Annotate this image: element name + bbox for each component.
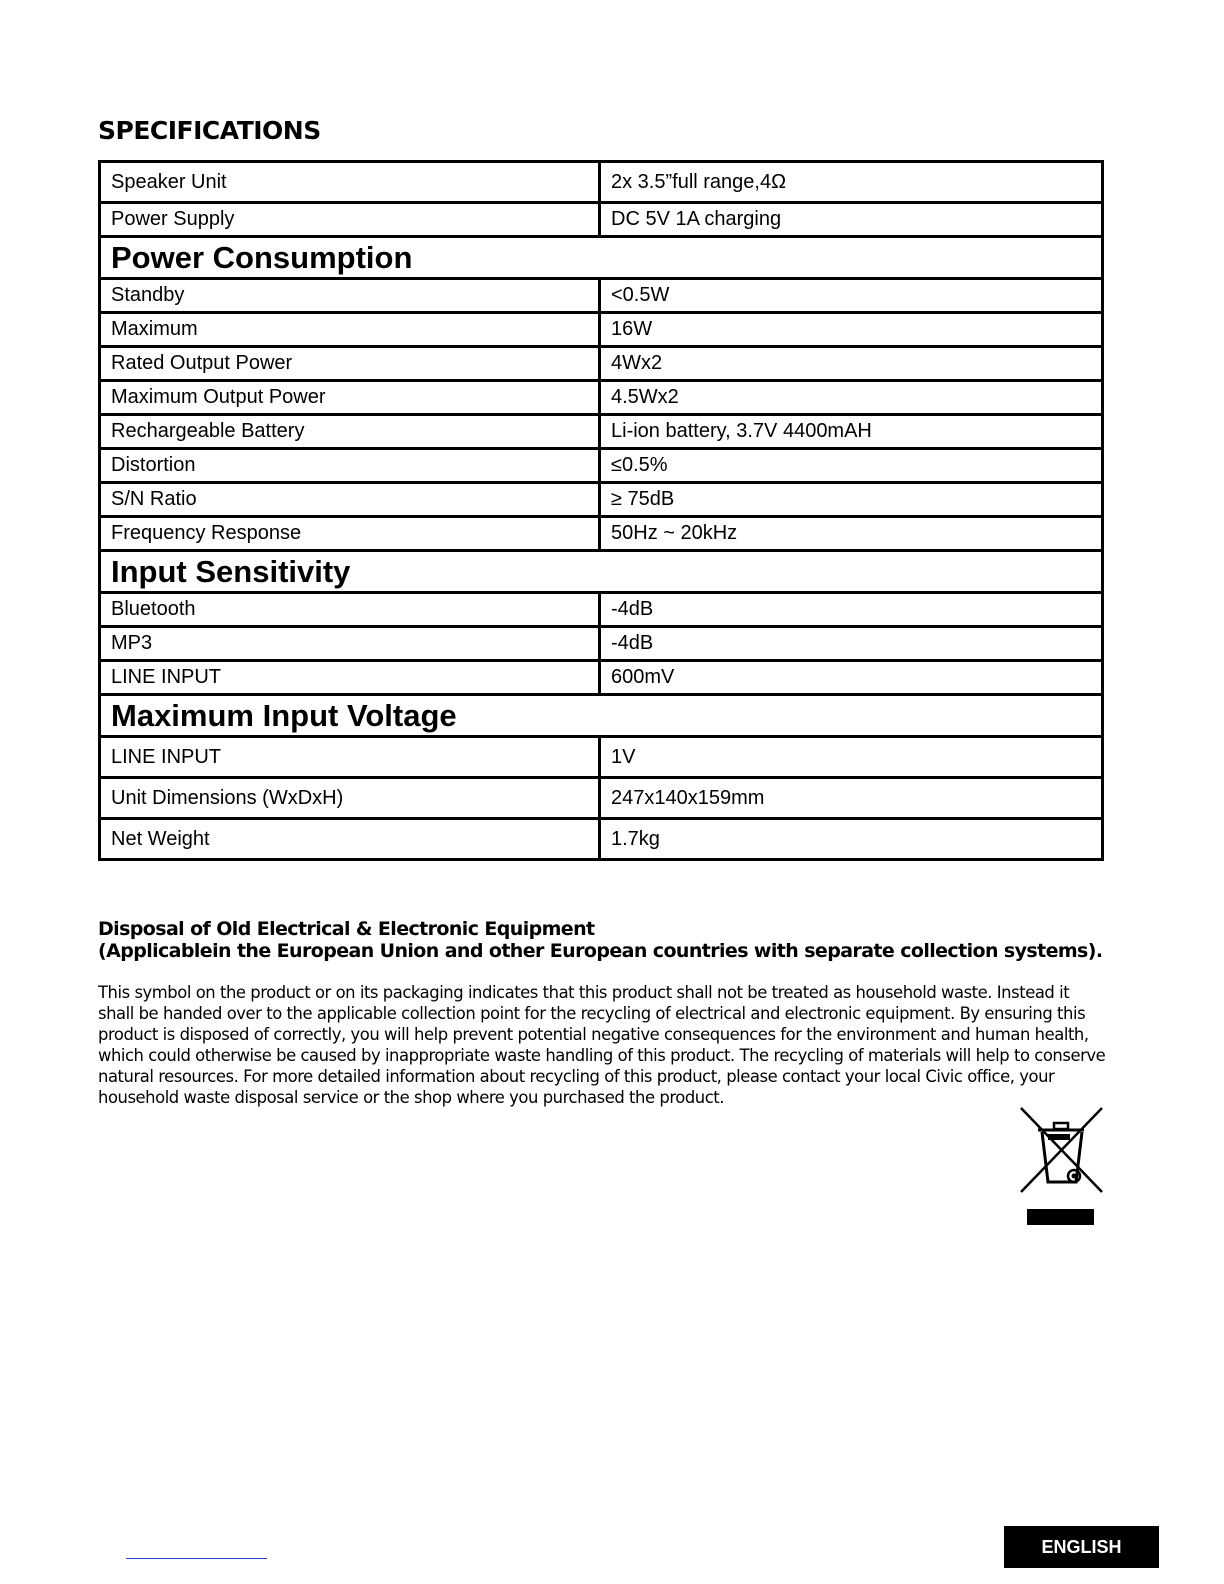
- spec-value: 2x 3.5”full range,4Ω: [600, 162, 1103, 203]
- spec-value: -4dB: [600, 627, 1103, 661]
- spec-value: 600mV: [600, 661, 1103, 695]
- table-row: [100, 737, 1103, 778]
- table-section-header: [100, 551, 1103, 593]
- spec-label: Frequency Response: [100, 517, 600, 551]
- table-row: [100, 627, 1103, 661]
- spec-value: <0.5W: [600, 279, 1103, 313]
- spec-value: ≥ 75dB: [600, 483, 1103, 517]
- table-row: [100, 347, 1103, 381]
- spec-label: LINE INPUT: [100, 737, 600, 778]
- disposal-heading-line1: Disposal of Old Electrical & Electronic Equipment: [98, 918, 595, 940]
- table-row: [100, 517, 1103, 551]
- spec-value: 1V: [600, 737, 1103, 778]
- spec-value: 4Wx2: [600, 347, 1103, 381]
- table-row: [100, 778, 1103, 819]
- specifications-table: [98, 160, 1104, 861]
- table-section-header: [100, 695, 1103, 737]
- spec-label: Net Weight: [100, 819, 600, 860]
- spec-value: ≤0.5%: [600, 449, 1103, 483]
- spec-value: Li-ion battery, 3.7V 4400mAH: [600, 415, 1103, 449]
- spec-label: Maximum Output Power: [100, 381, 600, 415]
- spec-label: Unit Dimensions (WxDxH): [100, 778, 600, 819]
- spec-label: Standby: [100, 279, 600, 313]
- spec-value: 1.7kg: [600, 819, 1103, 860]
- section-heading-max-input-voltage: Maximum Input Voltage: [100, 695, 1103, 737]
- spec-value: -4dB: [600, 593, 1103, 627]
- table-row: [100, 279, 1103, 313]
- spec-label: Power Supply: [100, 203, 600, 237]
- disposal-paragraph: This symbol on the product or on its packaging indicates that this product shall not be treated as household waste. Instead it shall be handed over to the applicable collection point for the recycling of electrical and electronic equipment. By ensuring this product is disposed of correctly, you will help prevent potential negative consequences for the environment and human health, which could otherwise be caused by inappropriate waste handling of this product. The recycling of materials will help to conserve natural resources. For more detailed information about recycling of this product, please contact your local Civic office, your household waste disposal service or the shop where you purchased the product.: [98, 983, 1106, 1107]
- spec-label: Rechargeable Battery: [100, 415, 600, 449]
- disposal-heading-line2: (Applicablein the European Union and other European countries with separate collection systems).: [98, 940, 1103, 962]
- table-section-header: [100, 237, 1103, 279]
- table-row: [100, 593, 1103, 627]
- spec-label: Speaker Unit: [100, 162, 600, 203]
- spec-value: 16W: [600, 313, 1103, 347]
- spec-label: Bluetooth: [100, 593, 600, 627]
- spec-label: Rated Output Power: [100, 347, 600, 381]
- table-row: [100, 381, 1103, 415]
- table-row: [100, 203, 1103, 237]
- disposal-heading: [98, 918, 1108, 962]
- section-heading-power-consumption: Power Consumption: [100, 237, 1103, 279]
- crossed-out-bin-icon: [1018, 1106, 1104, 1228]
- table-row: [100, 483, 1103, 517]
- spec-value: 50Hz ~ 20kHz: [600, 517, 1103, 551]
- spec-label: MP3: [100, 627, 600, 661]
- section-heading-input-sensitivity: Input Sensitivity: [100, 551, 1103, 593]
- spec-value: DC 5V 1A charging: [600, 203, 1103, 237]
- table-row: [100, 415, 1103, 449]
- table-row: [100, 661, 1103, 695]
- table-row: [100, 819, 1103, 860]
- table-row: [100, 162, 1103, 203]
- table-row: [100, 313, 1103, 347]
- spec-value: 247x140x159mm: [600, 778, 1103, 819]
- spec-value: 4.5Wx2: [600, 381, 1103, 415]
- link-underline: [126, 1558, 267, 1559]
- spec-label: S/N Ratio: [100, 483, 600, 517]
- language-badge: ENGLISH: [1004, 1526, 1159, 1568]
- spec-label: LINE INPUT: [100, 661, 600, 695]
- spec-label: Maximum: [100, 313, 600, 347]
- page-title: SPECIFICATIONS: [98, 116, 321, 145]
- table-row: [100, 449, 1103, 483]
- spec-label: Distortion: [100, 449, 600, 483]
